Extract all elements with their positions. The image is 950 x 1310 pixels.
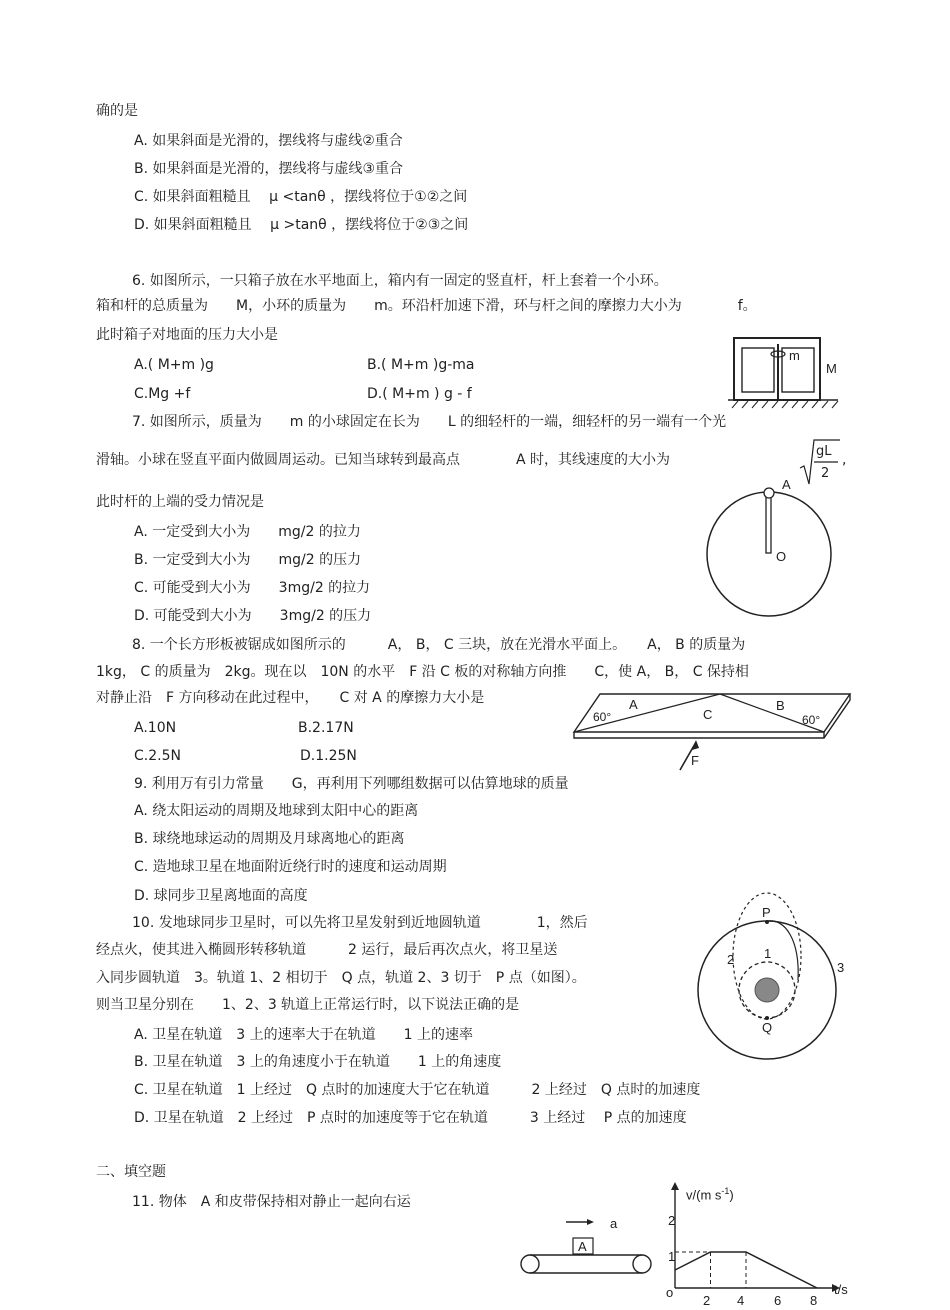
q8-option-b: B.2.17N (298, 720, 354, 736)
q7-center-o: O (776, 549, 787, 564)
q10-stem-3: 入同步圆轨道 3。轨道 1、2 相切于 Q 点，轨道 2、3 切于 P 点（如图）。 (96, 970, 586, 986)
q9-option-a: A. 绕太阳运动的周期及地球到太阳中心的距离 (134, 803, 419, 819)
q6-stem-3: 此时箱子对地面的压力大小是 (96, 327, 278, 343)
q10-orbit-figure (690, 910, 850, 1070)
q8-force-f: F (691, 753, 699, 768)
q10-option-c: C. 卫星在轨道 1 上经过 Q 点时的加速度大于它在轨道 2 上经过 Q 点时的加速度 (134, 1082, 701, 1098)
q11-block-a: A (578, 1239, 587, 1254)
comma: , (842, 452, 847, 468)
q5-option-c: C. 如果斜面粗糙且 μ <tanθ ，摆线将位于①②之间 (134, 189, 468, 205)
q8-stem-3: 对静止沿 F 方向移动在此过程中， C 对 A 的摩擦力大小是 (96, 690, 485, 706)
q5-option-d: D. 如果斜面粗糙且 μ >tanθ ，摆线将位于②③之间 (134, 217, 469, 233)
q10-orbit-2: 2 (727, 952, 735, 967)
q10-stem-1: 10. 发地球同步卫星时，可以先将卫星发射到近地圆轨道 1，然后 (132, 915, 588, 931)
y-axis-arrow (671, 1182, 679, 1190)
graph-xlabel: t/s (834, 1282, 848, 1297)
q6-stem-1: 6. 如图所示，一只箱子放在水平地面上，箱内有一固定的竖直杆，杆上套着一个小环。 (132, 273, 668, 289)
q8-plate-figure (570, 690, 850, 772)
q5-option-b: B. 如果斜面是光滑的，摆线将与虚线③重合 (134, 161, 404, 177)
q6-option-d: D.( M+m ) g - f (367, 386, 472, 402)
q7-circle-figure (700, 484, 840, 624)
q7-stem-1: 7. 如图所示，质量为 m 的小球固定在长为 L 的细轻杆的一端，细轻杆的另一端有一个光 (132, 414, 727, 430)
q10-stem-4: 则当卫星分别在 1、2、3 轨道上正常运行时，以下说法正确的是 (96, 997, 520, 1013)
q6-option-b: B.( M+m )g-ma (367, 357, 475, 373)
q8-option-a: A.10N (134, 720, 177, 736)
x-tick-6: 6 (774, 1293, 782, 1308)
q8-stem-1: 8. 一个长方形板被锯成如图所示的 A， B， C 三块，放在光滑水平面上。 A， B 的质量为 (132, 637, 746, 653)
y-tick-2: 2 (668, 1213, 676, 1228)
q8-angle-right: 60° (802, 713, 821, 727)
x-tick-8: 8 (810, 1293, 818, 1308)
q8-piece-a: A (629, 697, 638, 712)
y-tick-1: 1 (668, 1249, 676, 1264)
q9-option-d: D. 球同步卫星离地面的高度 (134, 888, 308, 904)
x-tick-4: 4 (737, 1293, 745, 1308)
q8-piece-c: C (703, 707, 713, 722)
q10-orbit-1: 1 (764, 946, 772, 961)
q11-stem: 11. 物体 A 和皮带保持相对静止一起向右运 (132, 1194, 411, 1210)
q7-stem-3: 此时杆的上端的受力情况是 (96, 494, 264, 510)
q11-belt-figure (518, 1218, 658, 1280)
q9-stem: 9. 利用万有引力常量 G，再利用下列哪组数据可以估算地球的质量 (134, 776, 569, 792)
q6-stem-2: 箱和杆的总质量为 M，小环的质量为 m。环沿杆加速下滑，环与杆之间的摩擦力大小为 f。 (96, 298, 757, 314)
q10-option-a: A. 卫星在轨道 3 上的速率大于在轨道 1 上的速率 (134, 1027, 473, 1043)
q7-option-a: A. 一定受到大小为 mg/2 的拉力 (134, 524, 361, 540)
q6-option-a: A.( M+m )g (134, 357, 214, 373)
q10-stem-2: 经点火，使其进入椭圆形转移轨道 2 运行，最后再次点火，将卫星送 (96, 942, 558, 958)
q6-box-figure (728, 334, 838, 414)
q8-piece-b: B (776, 698, 785, 713)
q7-option-c: C. 可能受到大小为 3mg/2 的拉力 (134, 580, 371, 596)
q5-option-a: A. 如果斜面是光滑的，摆线将与虚线②重合 (134, 133, 403, 149)
text-line: 确的是 (96, 103, 138, 119)
q7-option-b: B. 一定受到大小为 mg/2 的压力 (134, 552, 362, 568)
q7-option-d: D. 可能受到大小为 3mg/2 的压力 (134, 608, 372, 624)
q7-point-a: A (782, 477, 791, 492)
graph-origin: o (666, 1285, 674, 1300)
q8-angle-left: 60° (593, 710, 612, 724)
q6-option-c: C.Mg +f (134, 386, 191, 402)
section-title: 二、填空题 (96, 1164, 166, 1180)
sqrt-numerator: gL (816, 444, 832, 459)
q6-box-label: M (826, 361, 837, 376)
q10-orbit-3: 3 (837, 960, 845, 975)
graph-ylabel: v/(m $s^{-1}$) (686, 1186, 734, 1203)
x-tick-2: 2 (703, 1293, 711, 1308)
q8-option-c: C.2.5N (134, 748, 181, 764)
q6-ring-label: m (789, 348, 800, 363)
q10-option-d: D. 卫星在轨道 2 上经过 P 点时的加速度等于它在轨道 3 上经过 P 点的加速度 (134, 1110, 687, 1126)
q11-accel-a: a (610, 1216, 618, 1231)
q10-point-q: Q (762, 1020, 773, 1035)
q10-option-b: B. 卫星在轨道 3 上的角速度小于在轨道 1 上的角速度 (134, 1054, 502, 1070)
q7-stem-2: 滑轴。小球在竖直平面内做圆周运动。已知当球转到最高点 A 时，其线速度的大小为 (96, 452, 671, 468)
q9-option-c: C. 造地球卫星在地面附近绕行时的速度和运动周期 (134, 859, 447, 875)
q10-point-p: P (762, 905, 771, 920)
q8-stem-2: 1kg， C 的质量为 2kg。现在以 10N 的水平 F 沿 C 板的对称轴方向推 C，使 A， B， C 保持相 (96, 664, 749, 680)
q8-option-d: D.1.25N (300, 748, 357, 764)
q9-option-b: B. 球绕地球运动的周期及月球离地心的距离 (134, 831, 405, 847)
sqrt-denominator: 2 (821, 466, 830, 481)
